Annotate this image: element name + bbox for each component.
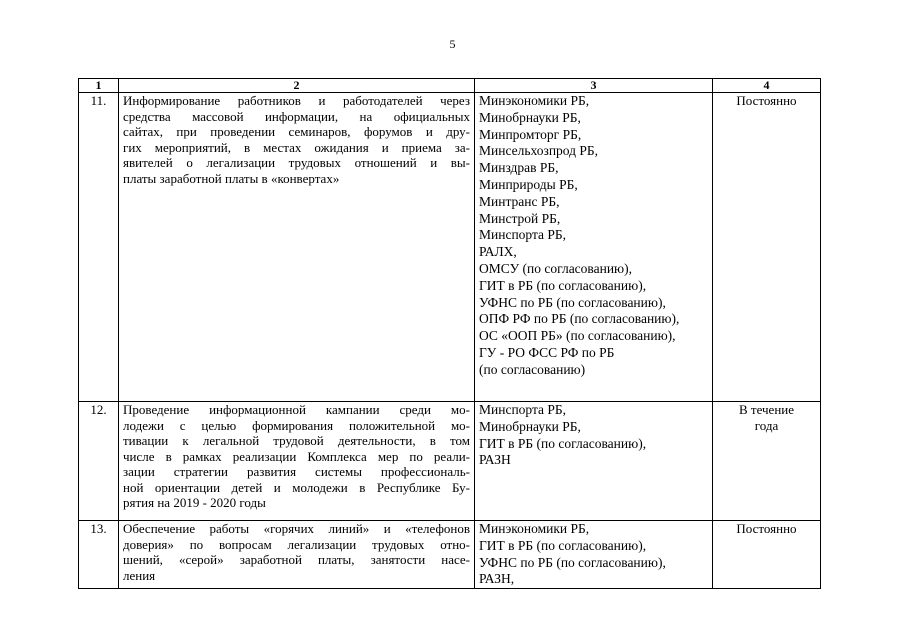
responsible-item: Минэкономики РБ, (479, 521, 590, 536)
description-line: Информирование работников и работодателей через (123, 93, 470, 108)
description-line: шений, «серой» заработной платы, занятости насе- (123, 552, 470, 567)
execution-term (713, 402, 821, 521)
responsible-item: Минсельхозпрод РБ, (479, 143, 599, 159)
responsible-executors (475, 402, 713, 521)
description-line: Обеспечение работы «горячих линий» и «телефонов (123, 521, 470, 536)
description-line: рятия на 2019 - 2020 годы (123, 495, 266, 510)
responsible-item: ГУ - РО ФСС РФ по РБ (479, 344, 615, 360)
description-line: платы заработной платы в «конвертах» (123, 170, 340, 186)
description-line: ления (123, 567, 156, 583)
responsible-item: Минприроды РБ, (479, 176, 578, 192)
row-number: 13. (79, 521, 119, 589)
responsible-item: РАЛХ, (479, 244, 517, 260)
responsible-item: УФНС по РБ (по согласованию), (479, 554, 666, 570)
description-line: доверия» по вопросам легализации трудовых отно- (123, 536, 470, 552)
row-number: 11. (79, 93, 119, 402)
measures-table (78, 78, 821, 589)
term-line: года (754, 417, 779, 433)
description-line: гих мероприятий, в местах ожидания и приема за- (123, 139, 470, 155)
measure-description (119, 521, 475, 589)
responsible-item: Минздрав РБ, (479, 160, 559, 176)
measure-description (119, 402, 475, 521)
term-line: Постоянно (736, 93, 797, 108)
responsible-item: РАЗН (479, 452, 511, 468)
description-line: лодежи с целью формирования положительной мо- (123, 417, 470, 433)
term-line: В течение (738, 402, 795, 417)
description-line: ной ориентации детей и молодежи в Республике Бу- (123, 479, 470, 495)
description-line: зации стратегии развития системы профессиональ- (123, 464, 470, 479)
description-line: явителей о легализации трудовых отношений и вы- (123, 155, 470, 170)
responsible-executors (475, 521, 713, 589)
term-line: Постоянно (736, 521, 797, 536)
description-line: средства массовой информации, на официальных (123, 108, 470, 124)
responsible-item: Минстрой РБ, (479, 210, 561, 226)
responsible-item: Минтранс РБ, (479, 193, 560, 209)
description-line: сайтах, при проведении семинаров, форумов и дру- (123, 124, 470, 139)
responsible-item: ГИТ в РБ (по согласованию), (479, 277, 647, 293)
responsible-item: Минобрнауки РБ, (479, 418, 581, 434)
execution-term (713, 93, 821, 402)
header-col-3: 3 (475, 79, 713, 93)
responsible-executors (475, 93, 713, 402)
header-col-4: 4 (713, 79, 821, 93)
execution-term (713, 521, 821, 589)
responsible-item: Минобрнауки РБ, (479, 109, 581, 125)
description-line: тивации к легальной трудовой деятельности, в том (123, 433, 470, 448)
responsible-item: ОС «ООП РБ» (по согласованию), (479, 328, 676, 344)
responsible-item: Минпромторг РБ, (479, 126, 582, 142)
header-col-1: 1 (79, 79, 119, 93)
description-line: числе в рамках реализации Комплекса мер по реали- (123, 448, 470, 464)
header-col-2: 2 (119, 79, 475, 93)
responsible-item: ГИТ в РБ (по согласованию), (479, 537, 647, 553)
responsible-item: Минспорта РБ, (479, 227, 567, 243)
row-number: 12. (79, 402, 119, 521)
table-header-row (79, 79, 821, 93)
table-row (79, 402, 821, 521)
page-number: 5 (449, 37, 456, 51)
responsible-item: УФНС по РБ (по согласованию), (479, 294, 666, 310)
table-row (79, 93, 821, 402)
responsible-item: РАЗН, (479, 571, 515, 587)
responsible-item: ОМСУ (по согласованию), (479, 260, 633, 276)
responsible-item: Минэкономики РБ, (479, 93, 590, 108)
description-line: Проведение информационной кампании среди мо- (123, 402, 470, 417)
responsible-item: ОПФ РФ по РБ (по согласованию), (479, 311, 680, 327)
responsible-item: (по согласованию) (479, 361, 586, 377)
responsible-item: Минспорта РБ, (479, 402, 567, 417)
table-row (79, 521, 821, 589)
measure-description (119, 93, 475, 402)
responsible-item: ГИТ в РБ (по согласованию), (479, 435, 647, 451)
